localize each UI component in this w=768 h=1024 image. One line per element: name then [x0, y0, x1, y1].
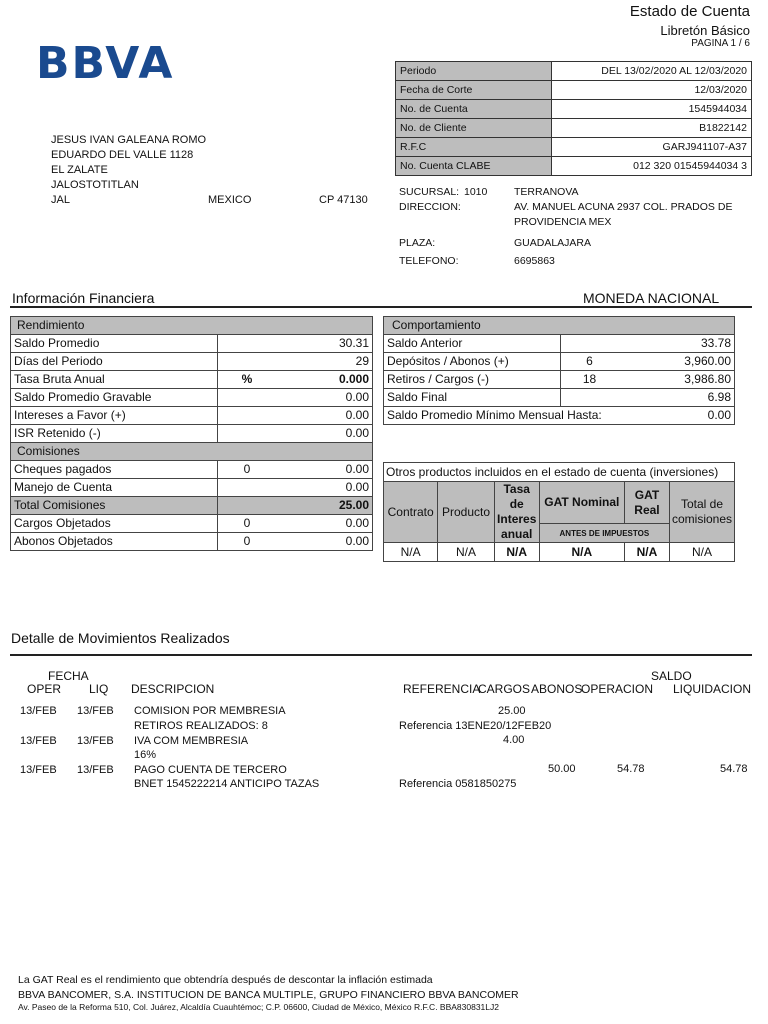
statement-subtitle: Libretón Básico	[660, 23, 750, 38]
footer-address: Av. Paseo de la Reforma 510, Col. Juárez, Alcaldía Cuauhtémoc; C.P. 06600, Ciudad de México, México R.F.C. BBA830831LJ2	[18, 1002, 499, 1012]
row-value: 3,986.80	[618, 371, 735, 389]
row-mid: 0	[218, 515, 277, 533]
table-row	[11, 533, 373, 551]
row-value: 0.00	[276, 533, 373, 551]
row-mid	[218, 497, 277, 515]
otros-title: Otros productos incluidos en el estado de cuenta (inversiones)	[384, 463, 735, 482]
table-row	[11, 335, 373, 353]
col-contrato: Contrato	[384, 482, 438, 543]
row-label: Saldo Promedio Gravable	[11, 389, 218, 407]
header-referencia: REFERENCIA	[403, 682, 481, 696]
table-row	[384, 335, 735, 353]
movements-divider	[10, 654, 752, 656]
otros-value: N/A	[669, 543, 734, 562]
mov-cargos: 25.00	[498, 705, 526, 717]
currency-label: MONEDA NACIONAL	[583, 290, 720, 306]
mov-liquidacion: 54.78	[720, 763, 748, 775]
table-row	[11, 515, 373, 533]
row-mid	[561, 389, 619, 407]
table-row	[11, 407, 373, 425]
account-info-table	[395, 61, 752, 176]
footer-bank-name: BBVA BANCOMER, S.A. INSTITUCION DE BANCA MULTIPLE, GRUPO FINANCIERO BBVA BANCOMER	[18, 989, 519, 1001]
table-row	[11, 371, 373, 389]
comisiones-header: Comisiones	[11, 443, 373, 461]
customer-colonia: EL ZALATE	[51, 164, 108, 176]
account-info-value: 012 320 01545944034 3	[552, 157, 752, 176]
branch-info	[399, 185, 749, 269]
row-value: 0.00	[276, 389, 373, 407]
row-label: Cheques pagados	[11, 461, 218, 479]
section-divider	[10, 306, 752, 308]
row-label: Abonos Objetados	[11, 533, 218, 551]
col-tasa: Tasa de Interes anual	[494, 482, 539, 543]
header-fecha: FECHA	[48, 669, 89, 683]
row-mid: %	[218, 371, 277, 389]
account-info-value: 12/03/2020	[552, 81, 752, 100]
table-header-row	[384, 317, 735, 335]
row-mid	[218, 353, 277, 371]
table-header-row	[11, 317, 373, 335]
otros-value: N/A	[624, 543, 669, 562]
sucursal-name: TERRANOVA	[514, 186, 579, 198]
direccion-label: DIRECCION:	[399, 201, 461, 213]
row-value: 0.00	[276, 425, 373, 443]
row-mid	[218, 425, 277, 443]
table-row	[11, 353, 373, 371]
row-mid	[218, 479, 277, 497]
row-label: Tasa Bruta Anual	[11, 371, 218, 389]
otros-value: N/A	[539, 543, 624, 562]
customer-country: MEXICO	[208, 194, 252, 206]
otros-value: N/A	[494, 543, 539, 562]
mov-desc1: COMISION POR MEMBRESIA	[134, 705, 286, 717]
account-info-value: DEL 13/02/2020 AL 12/03/2020	[552, 62, 752, 81]
row-value: 6.98	[618, 389, 735, 407]
row-value: 0.00	[276, 461, 373, 479]
movements-title: Detalle de Movimientos Realizados	[11, 630, 230, 646]
branch-row	[399, 200, 749, 233]
customer-street: EDUARDO DEL VALLE 1128	[51, 149, 194, 161]
telefono-label: TELEFONO:	[399, 255, 459, 267]
row-label: Saldo Final	[384, 389, 561, 407]
account-info-label: R.F.C	[396, 138, 552, 157]
mov-desc2: BNET 1545222214 ANTICIPO TAZAS	[134, 778, 320, 790]
otros-value: N/A	[384, 543, 438, 562]
header-operacion: OPERACION	[581, 682, 654, 696]
account-info-label: Fecha de Corte	[396, 81, 552, 100]
footer-gat-note: La GAT Real es el rendimiento que obtendría después de descontar la inflación estimada	[18, 974, 433, 986]
row-value: 0.00	[276, 407, 373, 425]
mov-oper: 13/FEB	[20, 735, 57, 747]
table-row	[11, 461, 373, 479]
antes-impuestos: ANTES DE IMPUESTOS	[539, 524, 669, 543]
mov-cargos: 4.00	[503, 734, 525, 746]
header-oper: OPER	[27, 682, 62, 696]
rendimiento-header: Rendimiento	[11, 317, 373, 335]
otros-value: N/A	[438, 543, 494, 562]
row-label: Días del Periodo	[11, 353, 218, 371]
col-total-comisiones: Total de comisiones	[669, 482, 734, 543]
mov-desc2: 16%	[134, 749, 157, 761]
row-mid	[218, 389, 277, 407]
mov-oper: 13/FEB	[20, 705, 57, 717]
financial-info-title: Información Financiera	[12, 290, 155, 306]
customer-name: JESUS IVAN GALEANA ROMO	[51, 134, 207, 146]
mov-desc2: RETIROS REALIZADOS: 8	[134, 720, 268, 732]
otros-productos-table	[383, 462, 735, 562]
row-value: 0.000	[276, 371, 373, 389]
mov-abonos: 50.00	[548, 763, 576, 775]
header-abonos: ABONOS	[531, 682, 583, 696]
header-saldo: SALDO	[651, 669, 692, 683]
sucursal-label: SUCURSAL:	[399, 186, 460, 198]
row-value: 33.78	[618, 335, 735, 353]
customer-state-row	[51, 193, 368, 208]
row-label: Depósitos / Abonos (+)	[384, 353, 561, 371]
table-row	[384, 353, 735, 371]
account-info-value: GARJ941107-A37	[552, 138, 752, 157]
comportamiento-header: Comportamiento	[384, 317, 735, 335]
table-row	[384, 389, 735, 407]
comportamiento-table	[383, 316, 735, 425]
row-mid: 0	[218, 533, 277, 551]
mov-oper: 13/FEB	[20, 764, 57, 776]
row-label: ISR Retenido (-)	[11, 425, 218, 443]
account-info-value: B1822142	[552, 119, 752, 138]
table-row	[11, 389, 373, 407]
row-label: Saldo Anterior	[384, 335, 561, 353]
header-cargos: CARGOS	[478, 682, 531, 696]
otros-title-row	[384, 463, 735, 482]
mov-liq: 13/FEB	[77, 705, 114, 717]
row-label: Manejo de Cuenta	[11, 479, 218, 497]
account-info-label: Periodo	[396, 62, 552, 81]
direccion-value: AV. MANUEL ACUNA 2937 COL. PRADOS DE PROVIDENCIA MEX	[514, 201, 733, 228]
mov-desc1: PAGO CUENTA DE TERCERO	[134, 764, 287, 776]
row-label: Saldo Promedio	[11, 335, 218, 353]
statement-title: Estado de Cuenta	[629, 3, 750, 20]
row-value: 30.31	[276, 335, 373, 353]
customer-cp: CP 47130	[319, 194, 368, 206]
col-gat-nominal: GAT Nominal	[539, 482, 624, 524]
row-mid: 18	[561, 371, 619, 389]
row-value: 0.00	[276, 515, 373, 533]
page-number: PAGINA 1 / 6	[691, 38, 750, 49]
customer-city: JALOSTOTITLAN	[51, 179, 139, 191]
plaza-value: GUADALAJARA	[514, 237, 592, 249]
otros-value-row	[384, 543, 735, 562]
row-value: 0.00	[618, 407, 735, 425]
otros-header-row	[384, 482, 735, 524]
mov-liq: 13/FEB	[77, 735, 114, 747]
account-info-row	[396, 81, 752, 100]
col-gat-real: GAT Real	[624, 482, 669, 524]
rendimiento-table	[10, 316, 373, 551]
mov-operacion: 54.78	[617, 763, 645, 775]
bbva-logo: BBVA	[36, 38, 175, 89]
table-row	[384, 407, 735, 425]
total-row	[11, 497, 373, 515]
table-row	[11, 479, 373, 497]
row-value: 29	[276, 353, 373, 371]
account-info-row	[396, 100, 752, 119]
row-mid: 0	[218, 461, 277, 479]
row-mid	[561, 335, 619, 353]
row-mid	[218, 335, 277, 353]
row-value: 3,960.00	[618, 353, 735, 371]
customer-address	[51, 133, 368, 208]
row-label: Retiros / Cargos (-)	[384, 371, 561, 389]
mov-ref: Referencia 13ENE20/12FEB20	[399, 720, 552, 732]
account-info-row	[396, 62, 752, 81]
row-mid: 6	[561, 353, 619, 371]
row-mid	[218, 407, 277, 425]
header-liq: LIQ	[89, 682, 109, 696]
table-header-row	[11, 443, 373, 461]
mov-desc1: IVA COM MEMBRESIA	[134, 735, 249, 747]
account-info-value: 1545944034	[552, 100, 752, 119]
account-info-row	[396, 119, 752, 138]
branch-row	[399, 185, 749, 200]
row-label: Cargos Objetados	[11, 515, 218, 533]
table-row	[11, 425, 373, 443]
account-info-row	[396, 157, 752, 176]
mov-liq: 13/FEB	[77, 764, 114, 776]
mov-ref: Referencia 0581850275	[399, 778, 517, 790]
row-label: Saldo Promedio Mínimo Mensual Hasta:	[384, 407, 619, 425]
telefono-value: 6695863	[514, 255, 555, 267]
customer-state: JAL	[51, 194, 70, 206]
plaza-label: PLAZA:	[399, 237, 436, 249]
col-producto: Producto	[438, 482, 494, 543]
header-liquidacion: LIQUIDACION	[673, 682, 752, 696]
total-label: Total Comisiones	[11, 497, 218, 515]
total-value: 25.00	[276, 497, 373, 515]
account-info-label: No. de Cliente	[396, 119, 552, 138]
branch-row	[399, 251, 749, 269]
account-info-row	[396, 138, 752, 157]
branch-row	[399, 233, 749, 251]
account-info-label: No. de Cuenta	[396, 100, 552, 119]
header-descripcion: DESCRIPCION	[131, 682, 215, 696]
sucursal-number: 1010	[464, 186, 488, 198]
account-info-label: No. Cuenta CLABE	[396, 157, 552, 176]
table-row	[384, 371, 735, 389]
row-label: Intereses a Favor (+)	[11, 407, 218, 425]
row-value: 0.00	[276, 479, 373, 497]
